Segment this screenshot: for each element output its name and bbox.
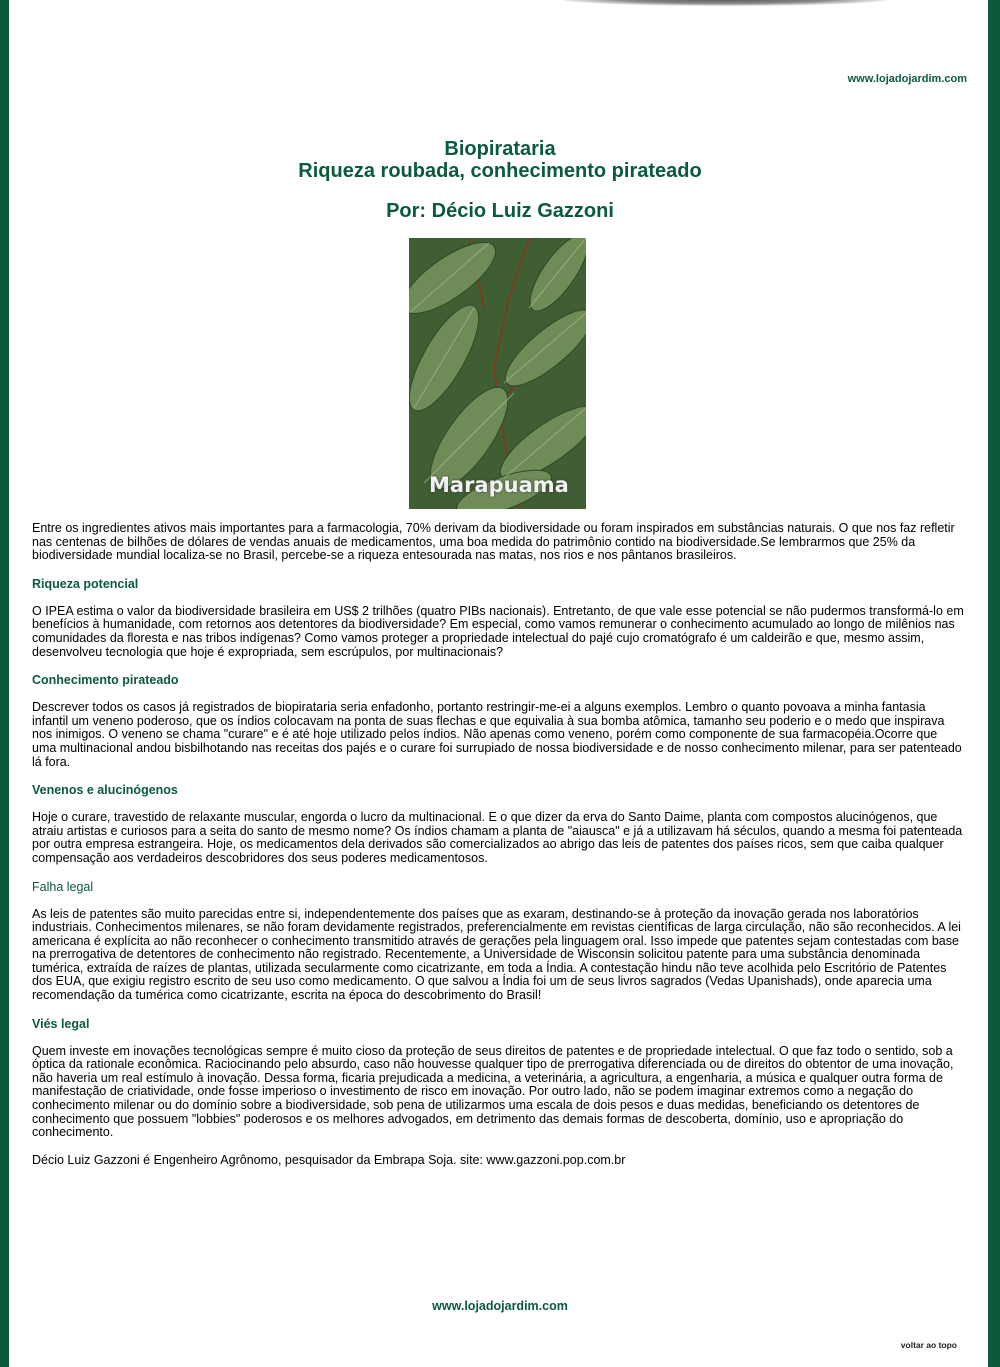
image-caption: Marapuama	[429, 473, 569, 497]
article-header	[0, 138, 1000, 223]
section-paragraph: Hoje o curare, travestido de relaxante muscular, engorda o lucro da multinacional. E o que dizer da erva do Santo Daime, planta com compostos alucinógenos, que atraiu artistas e curiosos para a seita do santo de mesmo nome? Os índios chamam a planta de "aiausca" e já a utilizavam há séculos, quando a mesma foi patenteada por outra empresa estrangeira. Hoje, os medicamentos dela derivados são comercializados ao abrigo das leis de patentes dos países ricos, sem que caiba qualquer compensação aos verdadeiros descobridores dos seus poderes medicamentosos.	[32, 810, 963, 865]
site-link-bottom[interactable]: www.lojadojardim.com	[432, 1299, 568, 1313]
article-title: Biopirataria	[444, 138, 556, 160]
section-heading: Venenos e alucinógenos	[32, 783, 178, 798]
section-heading: Viés legal	[32, 1016, 90, 1031]
section-paragraph: As leis de patentes são muito parecidas entre si, independentemente dos países que as exaram, destinando-se à proteção da inovação gerada nos laboratórios industriais. Conhecimentos milenares, se não foram devidamente registrados, preferencialmente em revistas científicas de larga circulação, não são reconhecidos. A lei americana é explícita ao não reconhecer o conhecimento transmitido através de gerações pela linguagem oral. Isso impede que patentes sejam contestadas com base na prerrogativa de detentores de conhecimento não registrado. Recentemente, a Universidade de Wisconsin solicitou patente para uma substância denominada tumérica, extraída de raízes de plantas, utilizada secularmente como cicatrizante, em toda a Índia. A contestação hindu não teve acolhida pelo Escritório de Patentes dos EUA, que exigiu registro escrito de seu uso como medicamento. O que salvou a Índia foi um de seus livros sagrados (Vedas Upanishads), onde aparecia uma recomendação da tumérica como cicatrizante, escrita na época do descobrimento do Brasil!	[32, 906, 961, 1003]
section-heading: Riqueza potencial	[32, 576, 139, 591]
section-paragraph: Descrever todos os casos já registrados de biopirataria seria enfadonho, portanto restringir-me-ei a alguns exemplos. Lembro o quanto povoava a minha fantasia infantil um veneno poderoso, que os índios colocavam na ponta de suas flechas e que equivalia à sua bomba atômica, tamanho seu poderio e o medo que inspirava nos inimigos. O veneno se chama "curare" e é até hoje utilizado pelos índios. Não apenas como veneno, porém como componente de sua farmacopéia.Ocorre que uma multinacional andou bisbilhotando nas receitas dos pajés e o curare foi surrupiado de nossa biodiversidade e de nosso conhecimento milenar, para ser patenteado lá fora.	[32, 700, 962, 769]
section-paragraph: Quem investe em inovações tecnológicas sempre é muito cioso da proteção de seus direitos de patentes e de propriedade intelectual. O que faz todo o sentido, sob a óptica da rationale econômica. Raciocinando pelo absurdo, caso não houvesse qualquer tipo de prerrogativa diferenciada ou de direitos do obtentor de uma inovação, não haveria um real estímulo à inovação. Dessa forma, ficaria prejudicada a medicina, a veterinária, a agricultura, a engenharia, a música e qualquer outra forma de manifestação de criatividade, onde fosse imperioso o investimento de risco em inovação. Por outro lado, não se podem imaginar extremos como a negação do conhecimento milenar ou do domínio sobre a biodiversidade, sob pena de utilizarmos uma escala de dois pesos e duas medidas, beneficiando os detentores de conhecimento que possuem "lobbies" poderosos e os melhores advogados, em detrimento das demais formas de descoberta, domínio, uso e apropriação do conhecimento.	[32, 1043, 954, 1140]
site-link-top[interactable]: www.lojadojardim.com	[847, 73, 967, 85]
top-decoration	[560, 0, 890, 6]
section-heading: Conhecimento pirateado	[32, 673, 179, 688]
author-note: Décio Luiz Gazzoni é Engenheiro Agrônomo, pesquisador da Embrapa Soja. site: www.gazzoni.pop.com.br	[32, 1152, 626, 1167]
article-author: Por: Décio Luiz Gazzoni	[386, 200, 614, 222]
article-subtitle: Riqueza roubada, conhecimento pirateado	[298, 160, 702, 182]
back-to-top-link[interactable]: voltar ao topo	[900, 1340, 957, 1350]
article-body	[32, 522, 964, 1181]
leaves-illustration	[409, 238, 586, 509]
section-paragraph: O IPEA estima o valor da biodiversidade brasileira em US$ 2 trilhões (quatro PIBs nacionais). Entretanto, de que vale esse potencial se não pudermos transformá-lo em benefícios à humanidade, com retornos aos detentores da biodiversidade? Em especial, como vamos remunerar o conhecimento acumulado ao longo de milênios nas comunidades da floresta e nas tribos indígenas? Como vamos proteger a propriedade intelectual do pajé cujo cromatógrafo é um caldeirão e que, mesmo assim, desenvolveu tecnologia que hoje é expropriada, sem escrúpulos, por multinacionais?	[32, 603, 964, 659]
intro-paragraph: Entre os ingredientes ativos mais importantes para a farmacologia, 70% derivam da biodiversidade ou foram inspirados em substâncias naturais. O que nos faz refletir nas centenas de bilhões de dólares de vendas anuais de medicamentos, uma boa medida do patrimônio contido na biodiversidade.Se lembrarmos que 25% da biodiversidade mundial localiza-se no Brasil, percebe-se a riqueza entesourada nas matas, nos rios e nos pântanos brasileiros.	[32, 521, 955, 563]
marapuama-leaves-image	[409, 238, 586, 509]
section-heading: Falha legal	[32, 879, 94, 894]
